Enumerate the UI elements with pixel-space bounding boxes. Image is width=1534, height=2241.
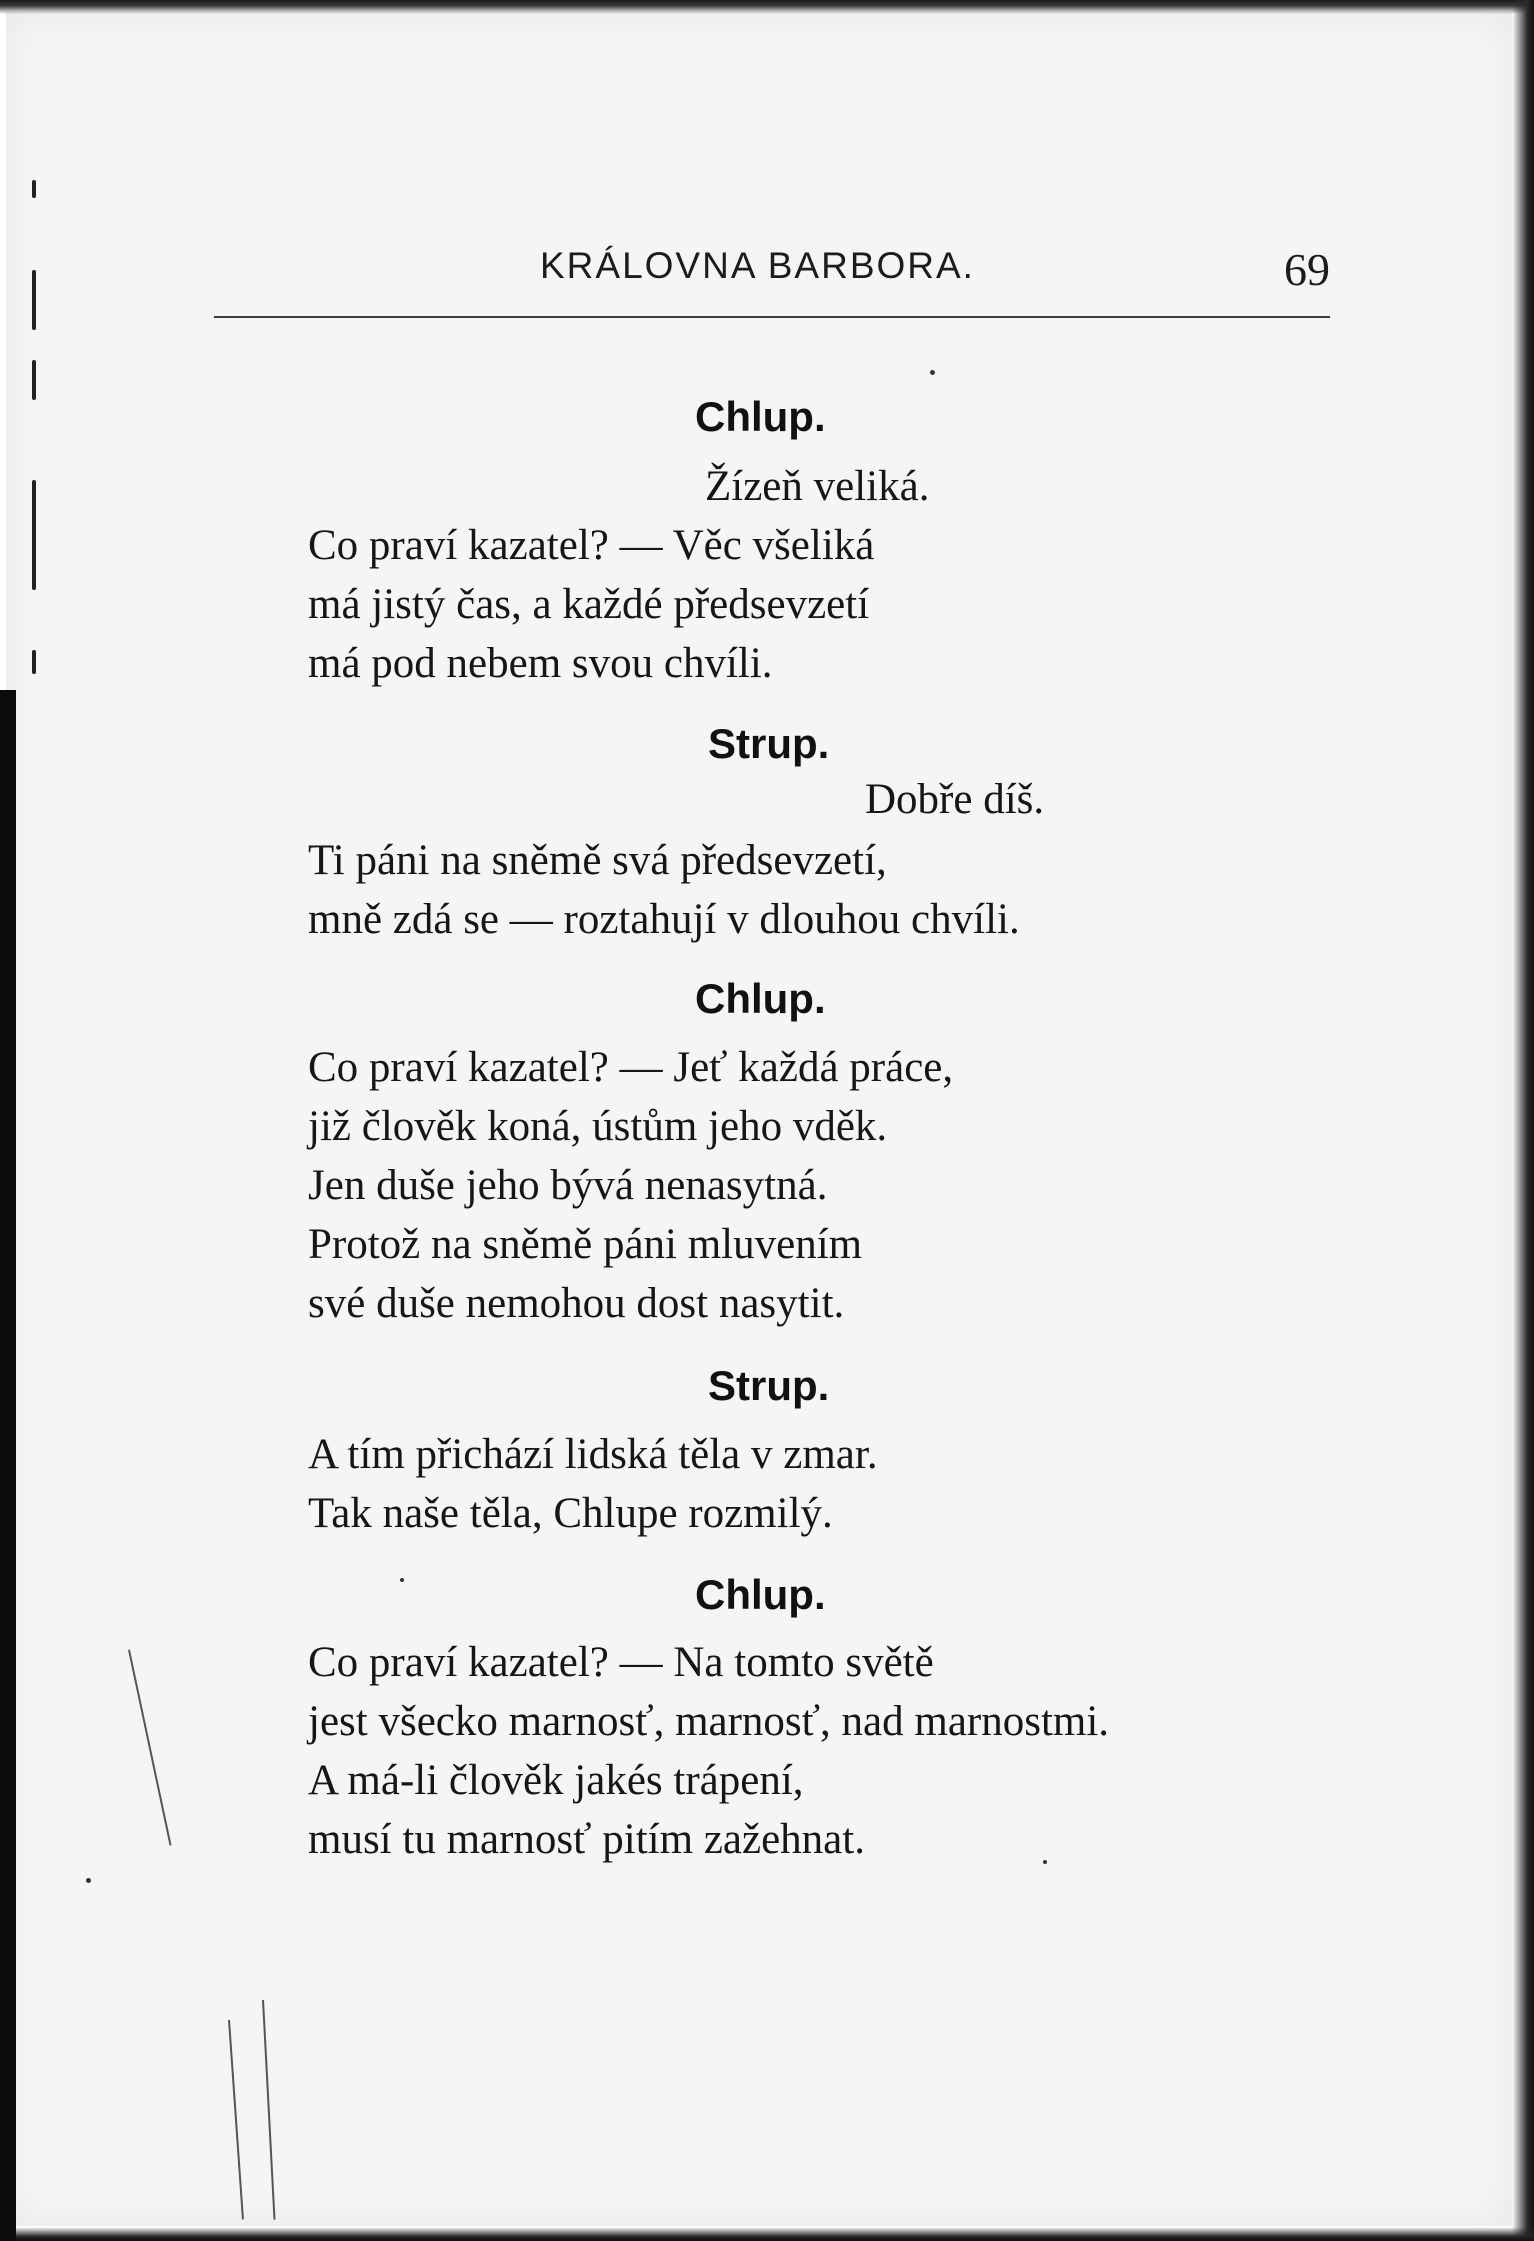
verse-line: mně zdá se — roztahují v dlouhou chvíli. — [308, 896, 1020, 943]
verse-line: Žízeň veliká. — [705, 463, 930, 510]
verse-line: jest všecko marnosť, marnosť, nad marnostmi. — [308, 1698, 1110, 1745]
verse-line: má pod nebem svou chvíli. — [308, 640, 773, 687]
verse-line: Co praví kazatel? — Věc všeliká — [308, 522, 875, 569]
verse-line: A tím přichází lidská těla v zmar. — [308, 1431, 878, 1478]
running-title: KRÁLOVNA BARBORA. — [540, 245, 975, 286]
verse-line: své duše nemohou dost nasytit. — [308, 1280, 845, 1327]
speaker-name: Strup. — [708, 720, 830, 767]
verse-line: Jen duše jeho bývá nenasytná. — [308, 1162, 828, 1209]
scan-speck — [930, 370, 935, 375]
speaker-name: Strup. — [708, 1362, 830, 1409]
verse-line: A má-li člověk jakés trápení, — [308, 1757, 804, 1804]
verse-line: Protož na sněmě páni mluvením — [308, 1221, 863, 1268]
scan-speck — [400, 1578, 404, 1582]
scan-speck — [86, 1878, 91, 1883]
speaker-name: Chlup. — [695, 1571, 826, 1618]
verse-line: musí tu marnosť pitím zažehnat. — [308, 1816, 865, 1863]
verse-line: Tak naše těla, Chlupe rozmilý. — [308, 1490, 833, 1537]
scan-speck — [1043, 1860, 1047, 1864]
verse-line: Co praví kazatel? — Jeť každá práce, — [308, 1044, 954, 1091]
verse-line: Co praví kazatel? — Na tomto světě — [308, 1639, 934, 1686]
speaker-name: Chlup. — [695, 393, 826, 440]
speaker-name: Chlup. — [695, 975, 826, 1022]
verse-line: již člověk koná, ústům jeho vděk. — [308, 1103, 888, 1150]
verse-line: má jistý čas, a každé předsevzetí — [308, 581, 870, 628]
verse-line: Ti páni na sněmě svá předsevzetí, — [308, 837, 887, 884]
verse-line: Dobře díš. — [865, 776, 1045, 823]
page-number: 69 — [1284, 244, 1330, 295]
